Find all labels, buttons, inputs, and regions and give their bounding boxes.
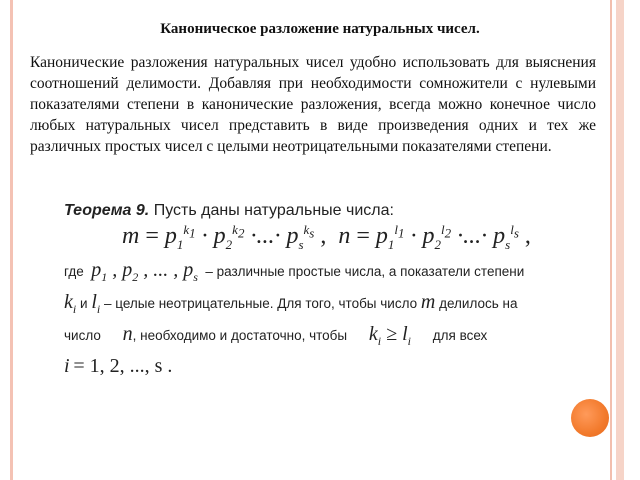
theorem-line-3: число n, необходимо и достаточно, чтобы $k_i \ge l_i$ для всех xyxy=(64,322,488,348)
theorem-label: Теорема 9. xyxy=(64,202,150,219)
frame-right-thin-border xyxy=(610,0,612,480)
frame-left-border xyxy=(10,0,13,480)
theorem-intro: Пусть даны натуральные числа: xyxy=(153,202,394,219)
theorem-line-1: где $p_1$ , $p_2$ , ... , $p_s$ – различные простые числа, а показатели степени xyxy=(64,258,525,284)
factorization-formula: $m = p_1^{k_1} \cdot p_2^{k_2}$ ·...· $p_s^{k_s}$ , $n = p_1^{l_1} \cdot p_2^{l_2}$ ·...· $p_s^{l_s}$ , xyxy=(122,222,531,252)
slide-title: Каноническое разложение натуральных чисел. xyxy=(160,21,480,37)
intro-paragraph: Канонические разложения натуральных чисел удобно использовать для выяснения соотношений делимости. Добавляя при необходимости сомножители с нулевыми показателями степени в канонические разложения, всегда можно конечное число любых натуральных чисел представить в виде произведения одних и тех же различных простых чисел с целыми неотрицательными показателями степени. xyxy=(30,54,596,155)
condition-inequality: $k_i \ge l_i$ xyxy=(368,322,411,348)
theorem-line-2: $k_i$ и $l_i$ – целые неотрицательные. Для того, чтобы число m делилось на xyxy=(64,290,518,316)
theorem-line-4: i = 1, 2, ..., s . xyxy=(64,354,173,377)
theorem-heading xyxy=(64,202,564,220)
theorem-block xyxy=(64,202,564,378)
orange-circle-decoration xyxy=(571,399,609,437)
primes-list: $p_1$ , $p_2$ , ... , $p_s$ xyxy=(91,258,198,284)
frame-right-border xyxy=(616,0,624,480)
